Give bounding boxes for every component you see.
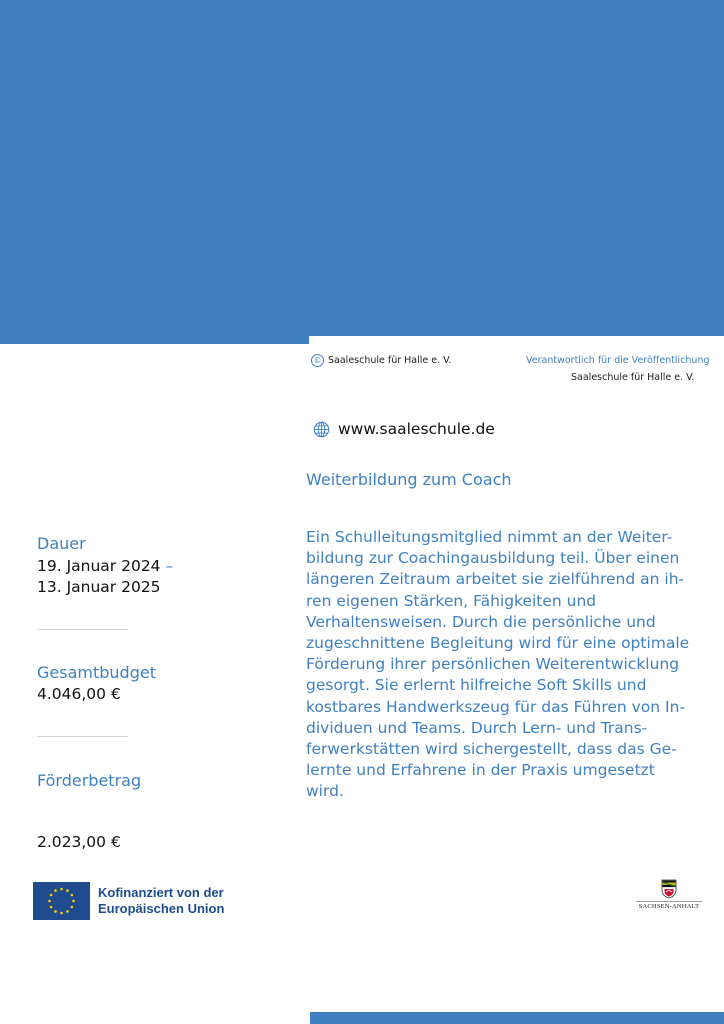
duration-start: 19. Januar 2024 <box>37 557 161 575</box>
website-line[interactable] <box>313 420 495 438</box>
website-link[interactable]: www.saaleschule.de <box>338 420 495 438</box>
copyright-text: Saaleschule für Halle e. V. <box>328 355 452 366</box>
divider <box>37 736 128 737</box>
eu-cofunding-text <box>98 885 224 917</box>
budget-label: Gesamtbudget <box>37 663 156 682</box>
eu-text-line2: Europäischen Union <box>98 901 225 916</box>
copyright-line <box>311 354 451 367</box>
description-line: zugeschnittene Begleitung wird für eine optimale <box>306 634 690 653</box>
sachsen-anhalt-logo <box>636 879 702 910</box>
duration-separator: – <box>165 557 174 575</box>
eu-flag-icon <box>33 882 90 920</box>
project-description <box>306 527 710 803</box>
footer-color-band <box>310 1012 724 1024</box>
budget-value: 4.046,00 € <box>37 685 121 703</box>
divider <box>37 629 128 630</box>
header-color-band <box>0 0 724 336</box>
description-line: längeren Zeitraum arbeitet sie zielführend an ih- <box>306 570 685 589</box>
project-title: Weiterbildung zum Coach <box>306 470 512 489</box>
description-line: ferwerkstätten wird sichergestellt, dass das Ge- <box>306 740 677 759</box>
eu-text-line1: Kofinanziert von der <box>98 885 224 900</box>
description-line: wird. <box>306 782 344 801</box>
eu-cofunding-logo <box>33 882 224 920</box>
description-line: kostbares Handwerkszeug für das Führen von In- <box>306 697 686 716</box>
description-line: Förderung ihrer persönlichen Weiterentwicklung <box>306 655 680 674</box>
description-line: Verhaltensweisen. Durch die persönliche und <box>306 612 656 631</box>
state-name: SACHSEN-ANHALT <box>636 901 702 910</box>
description-line: ren eigenen Stärken, Fähigkeiten und <box>306 591 597 610</box>
duration-value <box>37 556 173 598</box>
responsible-label: Verantwortlich für die Veröffentlichung <box>526 355 710 366</box>
description-line: Ein Schulleitungsmitglied nimmt an der Weiter- <box>306 528 673 546</box>
responsible-name: Saaleschule für Halle e. V. <box>571 372 695 383</box>
description-line: bildung zur Coachingausbildung teil. Über einen <box>306 549 680 568</box>
duration-label: Dauer <box>37 534 86 553</box>
funding-label: Förderbetrag <box>37 771 142 790</box>
globe-icon <box>313 421 330 438</box>
state-crest-icon <box>661 879 677 899</box>
funding-value: 2.023,00 € <box>37 833 121 851</box>
description-line: lernte und Erfahrene in der Praxis umgesetzt <box>306 761 655 780</box>
description-line: gesorgt. Sie erlernt hilfreiche Soft Skills und <box>306 676 647 695</box>
description-line: dividuen und Teams. Durch Lern- und Trans- <box>306 718 648 737</box>
header-color-band-step <box>0 336 309 344</box>
duration-end: 13. Januar 2025 <box>37 578 161 596</box>
copyright-icon: © <box>311 354 324 367</box>
